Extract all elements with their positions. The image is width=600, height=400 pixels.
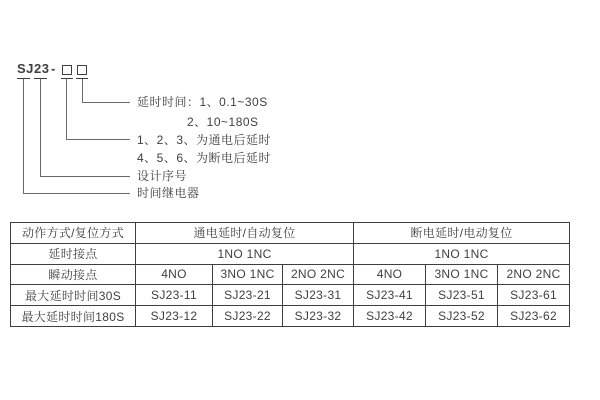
group-header-power-off-delay: 断电延时/电动复位	[354, 223, 570, 244]
connector-vertical-delay-mode	[66, 79, 67, 139]
connector-horizontal-time-relay	[23, 193, 130, 194]
callout-design-serial: 设计序号	[137, 169, 188, 183]
connector-vertical-time-relay	[23, 79, 24, 193]
instant-contact-cell: 4NO	[136, 264, 213, 285]
model-cell: SJ23-12	[136, 306, 213, 327]
instant-contact-cell: 3NO 1NC	[426, 264, 498, 285]
corner-header-cell: 动作方式/复位方式	[11, 223, 136, 244]
callout-delay-time-range-2: 2、10~180S	[187, 115, 259, 129]
connector-vertical-delay-time	[82, 79, 83, 102]
model-cell: SJ23-21	[213, 285, 283, 306]
instant-contact-cell: 3NO 1NC	[213, 264, 283, 285]
row-header-max-delay-30s: 最大延时时间30S	[11, 285, 136, 306]
instant-contact-cell: 2NO 2NC	[498, 264, 570, 285]
model-code-series: 23	[34, 61, 50, 76]
model-cell: SJ23-52	[426, 306, 498, 327]
callout-on-delay-codes: 1、2、3、为通电后延时	[137, 133, 272, 147]
row-header-max-delay-180s: 最大延时时间180S	[11, 306, 136, 327]
model-cell: SJ23-51	[426, 285, 498, 306]
row-header-delay-contacts: 延时接点	[11, 243, 136, 264]
model-cell: SJ23-41	[354, 285, 426, 306]
model-code-underline-box-1	[61, 78, 73, 80]
table-row-instant-contacts	[11, 264, 570, 285]
callout-off-delay-codes: 4、5、6、为断电后延时	[137, 151, 272, 165]
model-cell: SJ23-31	[283, 285, 354, 306]
instant-contact-cell: 4NO	[354, 264, 426, 285]
model-cell: SJ23-11	[136, 285, 213, 306]
callout-time-relay: 时间继电器	[137, 186, 200, 200]
model-cell: SJ23-42	[354, 306, 426, 327]
connector-horizontal-design-serial	[40, 176, 130, 177]
callout-delay-time-range-1: 延时时间：1、0.1~30S	[137, 95, 268, 109]
model-cell: SJ23-62	[498, 306, 570, 327]
table-row-max-delay-180s	[11, 306, 570, 327]
spec-table	[10, 222, 570, 327]
group-header-power-on-delay: 通电延时/自动复位	[136, 223, 354, 244]
model-cell: SJ23-61	[498, 285, 570, 306]
model-code-box-1	[62, 65, 72, 75]
model-code-box-2	[77, 65, 87, 75]
table-row-mode	[11, 223, 570, 244]
model-code-prefix: SJ	[17, 61, 34, 76]
model-cell: SJ23-32	[283, 306, 354, 327]
instant-contact-cell: 2NO 2NC	[283, 264, 354, 285]
table-row-max-delay-30s	[11, 285, 570, 306]
delay-contact-cell: 1NO 1NC	[136, 243, 354, 264]
delay-contact-cell: 1NO 1NC	[354, 243, 570, 264]
row-header-instant-contacts: 瞬动接点	[11, 264, 136, 285]
connector-horizontal-delay-mode	[66, 139, 130, 140]
model-code-separator: -	[51, 61, 56, 76]
table-row-delay-contacts	[11, 243, 570, 264]
connector-horizontal-delay-time	[82, 102, 130, 103]
connector-vertical-design-serial	[40, 79, 41, 176]
model-cell: SJ23-22	[213, 306, 283, 327]
